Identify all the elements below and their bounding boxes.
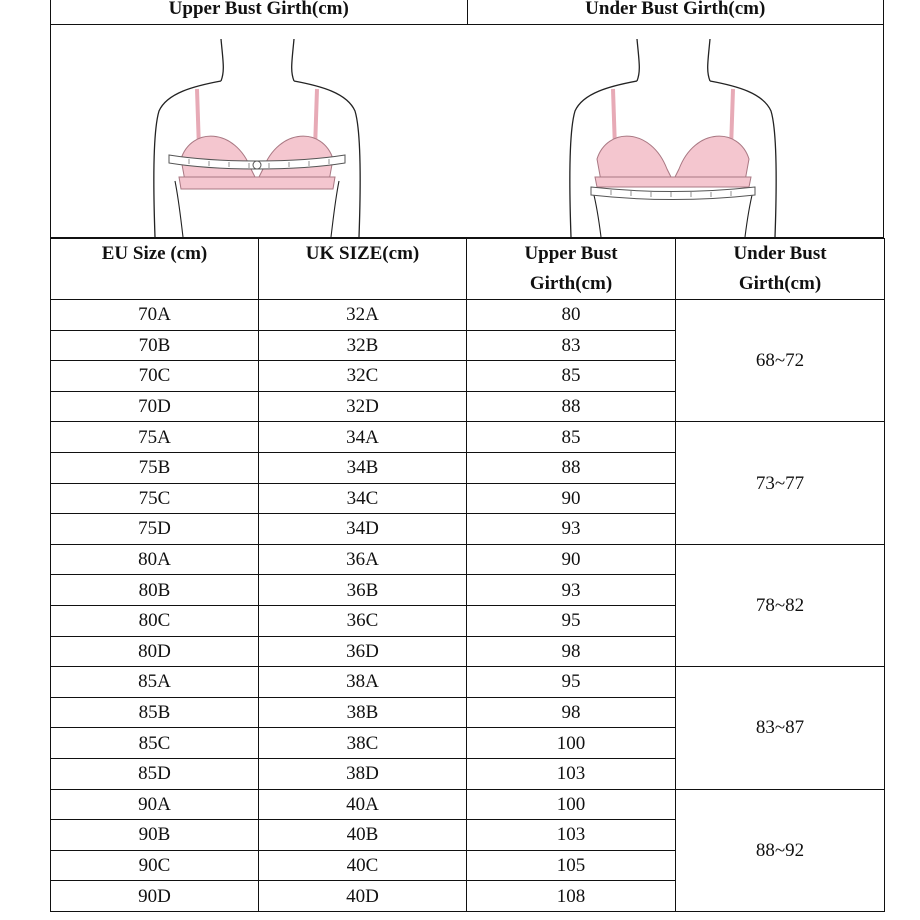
under-bust-header-line2: Girth(cm) xyxy=(738,273,822,294)
upper-bust-cell: 98 xyxy=(467,697,676,728)
uk-size-cell: 40D xyxy=(259,881,467,912)
uk-size-cell: 34D xyxy=(259,514,467,545)
uk-size-cell: 34C xyxy=(259,483,467,514)
under-bust-column-header xyxy=(676,239,885,300)
upper-bust-cell: 103 xyxy=(467,758,676,789)
uk-size-cell: 32D xyxy=(259,391,467,422)
upper-bust-column-header xyxy=(467,239,676,300)
under-bust-illustration-cell xyxy=(467,25,883,237)
eu-size-cell: 70B xyxy=(51,330,259,361)
upper-bust-cell: 88 xyxy=(467,391,676,422)
eu-size-cell: 75A xyxy=(51,422,259,453)
upper-bust-header: Upper Bust Girth(cm) xyxy=(168,0,349,19)
under-bust-range-cell: 83~87 xyxy=(676,667,885,789)
under-bust-header-line1: Under Bust xyxy=(733,243,827,264)
uk-size-cell: 34B xyxy=(259,452,467,483)
under-bust-range-cell: 88~92 xyxy=(676,789,885,911)
uk-size-cell: 38A xyxy=(259,667,467,698)
eu-size-cell: 75D xyxy=(51,514,259,545)
table-row xyxy=(51,544,885,575)
upper-bust-cell: 100 xyxy=(467,728,676,759)
uk-size-cell: 32B xyxy=(259,330,467,361)
table-row xyxy=(51,422,885,453)
uk-size-cell: 38B xyxy=(259,697,467,728)
upper-bust-cell: 95 xyxy=(467,605,676,636)
uk-size-cell: 40B xyxy=(259,820,467,851)
uk-size-cell: 36C xyxy=(259,605,467,636)
eu-size-cell: 80C xyxy=(51,605,259,636)
illustration-row xyxy=(50,25,884,238)
upper-bust-cell: 85 xyxy=(467,422,676,453)
uk-size-cell: 40A xyxy=(259,789,467,820)
uk-size-cell: 36B xyxy=(259,575,467,606)
eu-size-cell: 90C xyxy=(51,850,259,881)
column-header-row xyxy=(51,239,885,300)
upper-bust-cell: 90 xyxy=(467,483,676,514)
upper-bust-header-line1: Upper Bust xyxy=(524,243,618,264)
eu-size-cell: 80A xyxy=(51,544,259,575)
uk-size-cell: 40C xyxy=(259,850,467,881)
upper-bust-cell: 103 xyxy=(467,820,676,851)
under-bust-range-cell: 73~77 xyxy=(676,422,885,544)
upper-bust-cell: 93 xyxy=(467,575,676,606)
eu-size-cell: 90A xyxy=(51,789,259,820)
eu-size-cell: 90D xyxy=(51,881,259,912)
upper-bust-illustration-cell xyxy=(51,25,467,237)
eu-size-cell: 85A xyxy=(51,667,259,698)
table-row xyxy=(51,667,885,698)
table-row xyxy=(51,300,885,331)
upper-bust-cell: 98 xyxy=(467,636,676,667)
eu-size-cell: 80D xyxy=(51,636,259,667)
uk-size-cell: 36D xyxy=(259,636,467,667)
under-bust-range-cell: 68~72 xyxy=(676,300,885,422)
upper-bust-cell: 88 xyxy=(467,452,676,483)
eu-size-cell: 85D xyxy=(51,758,259,789)
eu-size-cell: 70C xyxy=(51,361,259,392)
eu-size-cell: 75C xyxy=(51,483,259,514)
uk-size-cell: 38C xyxy=(259,728,467,759)
uk-size-cell: 32C xyxy=(259,361,467,392)
eu-size-cell: 80B xyxy=(51,575,259,606)
under-bust-header: Under Bust Girth(cm) xyxy=(467,0,884,24)
uk-size-cell: 34A xyxy=(259,422,467,453)
upper-bust-cell: 95 xyxy=(467,667,676,698)
eu-size-cell: 70D xyxy=(51,391,259,422)
upper-bust-cell: 83 xyxy=(467,330,676,361)
size-table-body xyxy=(51,300,885,912)
eu-size-cell: 75B xyxy=(51,452,259,483)
uk-size-cell: 36A xyxy=(259,544,467,575)
upper-bust-cell: 105 xyxy=(467,850,676,881)
upper-bust-cell: 93 xyxy=(467,514,676,545)
size-table xyxy=(50,238,885,912)
uk-size-cell: 38D xyxy=(259,758,467,789)
eu-size-cell: 85C xyxy=(51,728,259,759)
under-bust-illustration xyxy=(555,31,795,237)
eu-size-header: EU Size (cm) xyxy=(51,239,259,300)
table-row xyxy=(51,789,885,820)
upper-bust-cell: 85 xyxy=(467,361,676,392)
under-bust-range-cell: 78~82 xyxy=(676,544,885,666)
eu-size-cell: 85B xyxy=(51,697,259,728)
upper-bust-header-line2: Girth(cm) xyxy=(529,273,613,294)
upper-bust-cell: 80 xyxy=(467,300,676,331)
size-chart xyxy=(50,0,884,912)
upper-bust-cell: 90 xyxy=(467,544,676,575)
uk-size-cell: 32A xyxy=(259,300,467,331)
upper-bust-illustration xyxy=(139,31,379,237)
uk-size-header: UK SIZE(cm) xyxy=(259,239,467,300)
upper-bust-cell: 108 xyxy=(467,881,676,912)
measurement-header-row xyxy=(50,0,884,25)
upper-bust-cell: 100 xyxy=(467,789,676,820)
eu-size-cell: 70A xyxy=(51,300,259,331)
eu-size-cell: 90B xyxy=(51,820,259,851)
